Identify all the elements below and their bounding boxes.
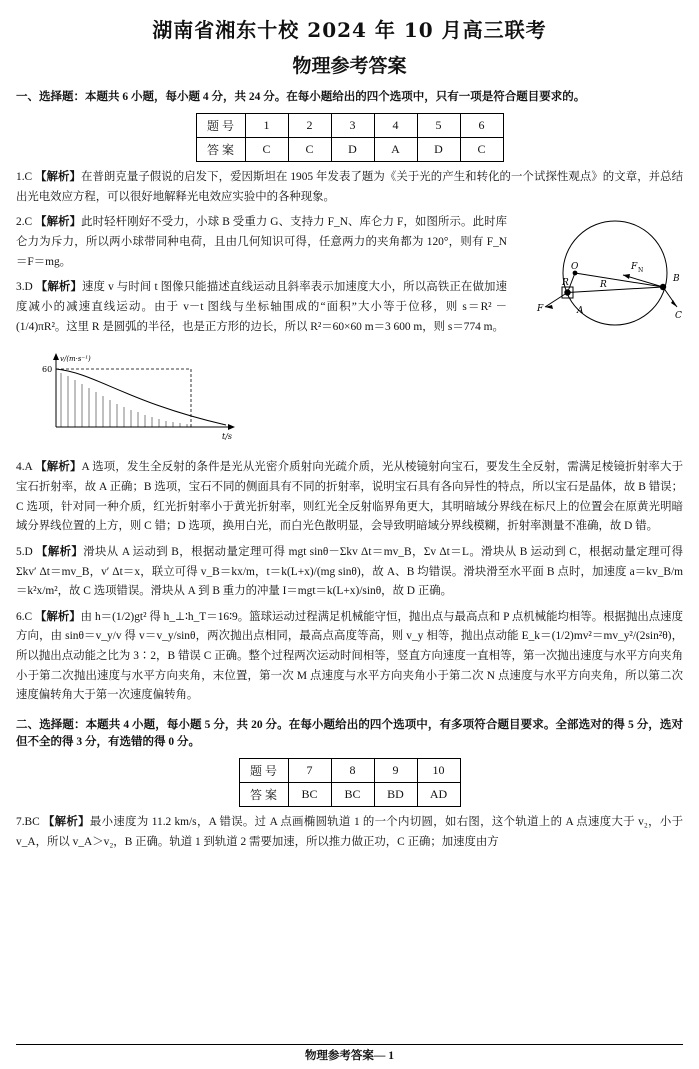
table-cell: D [331, 138, 374, 162]
svg-text:N: N [638, 267, 644, 275]
table-cell: C [245, 138, 288, 162]
explanation-tag: 【解析】 [35, 610, 81, 623]
explanation-tag: 【解析】 [36, 545, 84, 558]
page-footer [16, 1044, 683, 1063]
explanation-item-4 [16, 458, 683, 536]
explanation-number: 1.C [16, 171, 33, 184]
explanation-text: 由 h＝(1/2)gt² 得 h_⊥∶h_T＝16∶9。篮球运动过程满足机械能守恒，抛出点与最高点和 P 点机械能均相等。根据抛出点速度方向，由 sinθ＝v_y/v 得 v＝v_y/sinθ，两次抛出点相同，最高点高度等高，则 v_y 相等，抛出点动能 E_k＝(1/2)mv²＝mv_y²/(2sin²θ)，所以抛出点动能之比为 3∶2，B 错误 C 正确。整个过程两次运动时间相等，竖直方向速度一直相等，第一次抛出速度与水平方向夹角小于第二次抛出速度与水平方向夹角，末位置，第一次 M 点速度与水平方向夹角小于第二次 N 点速度与水平方向夹角，所以第二次速度偏转角大于第一次速度偏转角。 [16, 610, 683, 702]
explanation-item-7 [16, 813, 683, 852]
table-row [239, 783, 460, 807]
svg-text:F: F [631, 262, 638, 273]
explanation-number: 5.D [16, 545, 33, 558]
explanation-text: 最小速度为 11.2 km/s，A 错误。过 A 点画椭圆轨道 1 的一个内切圆，如右图，这个轨道上的 A 点速度大于 v₂，小于 v_A，所以 v_A＞v₂，B 正确。轨道 1 到轨道 2 需要加速，所以推力做正功，C 正确；加速度由方 [16, 816, 683, 848]
explanation-number: 3.D [16, 281, 33, 294]
table-cell: 2 [288, 114, 331, 138]
table-header-question-no: 题 号 [239, 759, 288, 783]
explanation-tag: 【解析】 [35, 281, 82, 294]
answer-sheet-page [0, 14, 699, 1069]
table-row [196, 114, 503, 138]
svg-text:R: R [600, 280, 607, 291]
explanation-tag: 【解析】 [35, 216, 82, 229]
circle-force-diagram [515, 215, 683, 341]
table-cell: A [374, 138, 417, 162]
table-cell: D [417, 138, 460, 162]
explanation-number: 7.BC [16, 816, 40, 829]
page-title: 湖南省湘东十校 2024 年 10 月高三联考 [152, 18, 547, 42]
table-cell: 3 [331, 114, 374, 138]
explanation-item-1 [16, 168, 683, 207]
footer-text: 物理参考答案— 1 [304, 1050, 395, 1062]
table-header-question-no: 题 号 [196, 114, 245, 138]
explanation-text: 此时轻杆刚好不受力，小球 B 受重力 G、支持力 F_N、库仑力 F，如图所示。此时库仑力为斥力，所以两小球带同种电荷，且由几何知识可得，任意两力的夹角都为 120°，则有 F_N＝F＝mg。 [16, 216, 507, 268]
svg-text:C: C [675, 311, 682, 322]
explanation-text: 速度 v 与时间 t 图像只能描述直线运动且斜率表示加速度大小，所以高铁正在做加速度减小的减速直线运动。由于 v－t 图线与坐标轴围成的“面积”大小等于位移，则 s＝R² －(1/4)πR²。这里 R 是圆弧的半径，也是正方形的边长，所以 R²＝60×60 m＝3 600 m，则 s＝774 m。 [16, 281, 507, 333]
explanation-tag: 【解析】 [35, 461, 82, 474]
section2-heading: 二、选择题：本题共 4 小题，每小题 5 分，共 20 分。在每小题给出的四个选项中，有多项符合题目要求。全部选对的得 5 分，选对但不全的得 3 分，有选错的得 0 分。 [16, 718, 683, 749]
document-content [0, 89, 699, 853]
table-header-answer: 答 案 [196, 138, 245, 162]
section1-heading: 一、选择题：本题共 6 小题，每小题 4 分，共 24 分。在每小题给出的四个选项中，只有一项是符合题目要求的。 [16, 91, 586, 103]
table-cell: 4 [374, 114, 417, 138]
table-cell: C [460, 138, 503, 162]
graph-xlabel: t/s [222, 432, 233, 442]
graph-ylabel: v/(m·s⁻¹) [60, 355, 91, 364]
explanation-item-6 [16, 608, 683, 706]
section2-answer-table [239, 758, 461, 807]
explanation-tag: 【解析】 [35, 171, 81, 184]
table-cell: 6 [460, 114, 503, 138]
explanation-number: 4.A [16, 461, 33, 474]
velocity-time-graph [16, 347, 251, 443]
svg-text:B: B [673, 274, 680, 285]
table-cell: 8 [331, 759, 374, 783]
explanation-text: 滑块从 A 运动到 B，根据动量定理可得 mgt sinθ－Σkv Δt＝mv_B，Σv Δt＝L。滑块从 B 运动到 C，根据动量定理可得 Σkv′ Δt＝mv_B，v′ Δt＝x，联立可得 v_B＝kx/m，t＝k(L+x)/(mg sinθ)，故 A、B 均错误。滑块滑至水平面 B 点时，加速度 a＝kv_B/m＝k²x/m²，故 C 选项错误。滑块从 A 到 B 重力的冲量 I＝mgt＝k(L+x)/sinθ，故 D 正确。 [16, 545, 683, 598]
table-cell: 1 [245, 114, 288, 138]
graph-ytick: 60 [42, 365, 53, 375]
table-cell: BC [288, 783, 331, 807]
table-row [196, 138, 503, 162]
page-subtitle: 物理参考答案 [292, 55, 407, 77]
table-cell: 7 [288, 759, 331, 783]
table-cell: 10 [417, 759, 460, 783]
explanation-tag: 【解析】 [42, 816, 90, 829]
table-cell: BD [374, 783, 417, 807]
section1-answer-table [196, 113, 504, 162]
svg-text:R: R [562, 278, 569, 289]
explanation-number: 2.C [16, 216, 33, 229]
explanation-number: 6.C [16, 610, 33, 623]
table-header-answer: 答 案 [239, 783, 288, 807]
explanation-item-5 [16, 543, 683, 602]
svg-text:A: A [577, 306, 584, 317]
table-cell: 9 [374, 759, 417, 783]
footer-rule [16, 1044, 683, 1045]
table-cell: BC [331, 783, 374, 807]
svg-text:F: F [537, 304, 544, 315]
table-cell: C [288, 138, 331, 162]
table-cell: 5 [417, 114, 460, 138]
explanation-text: A 选项，发生全反射的条件是光从光密介质射向光疏介质，光从棱镜射向宝石，要发生全反射，需满足棱镜折射率大于宝石折射率，故 A 正确；B 选项，宝石不同的侧面具有不同的折射率，说明宝石具有各向异性的特点，所以宝石是晶体，故 B 错误；C 选项，针对同一种介质，红光折射率小于黄光折射率，则红光全反射临界角更大，其明暗域分界线在标尺上的位置会在原黄光明暗域分界线位置的上方，则 C 错；D 选项，换用白光，而白光色散明显，会导致明暗域分界线模糊，折射率测量不准确，故 D 错。 [16, 461, 683, 533]
table-cell: AD [417, 783, 460, 807]
explanation-text: 在普朗克量子假说的启发下，爱因斯坦在 1905 年发表了题为《关于光的产生和转化的一个试探性观点》的文章，并总结出光电效应方程，可以很好地解释光电效应实验中的各种现象。 [16, 171, 683, 203]
table-row [239, 759, 460, 783]
svg-text:O: O [571, 262, 579, 273]
